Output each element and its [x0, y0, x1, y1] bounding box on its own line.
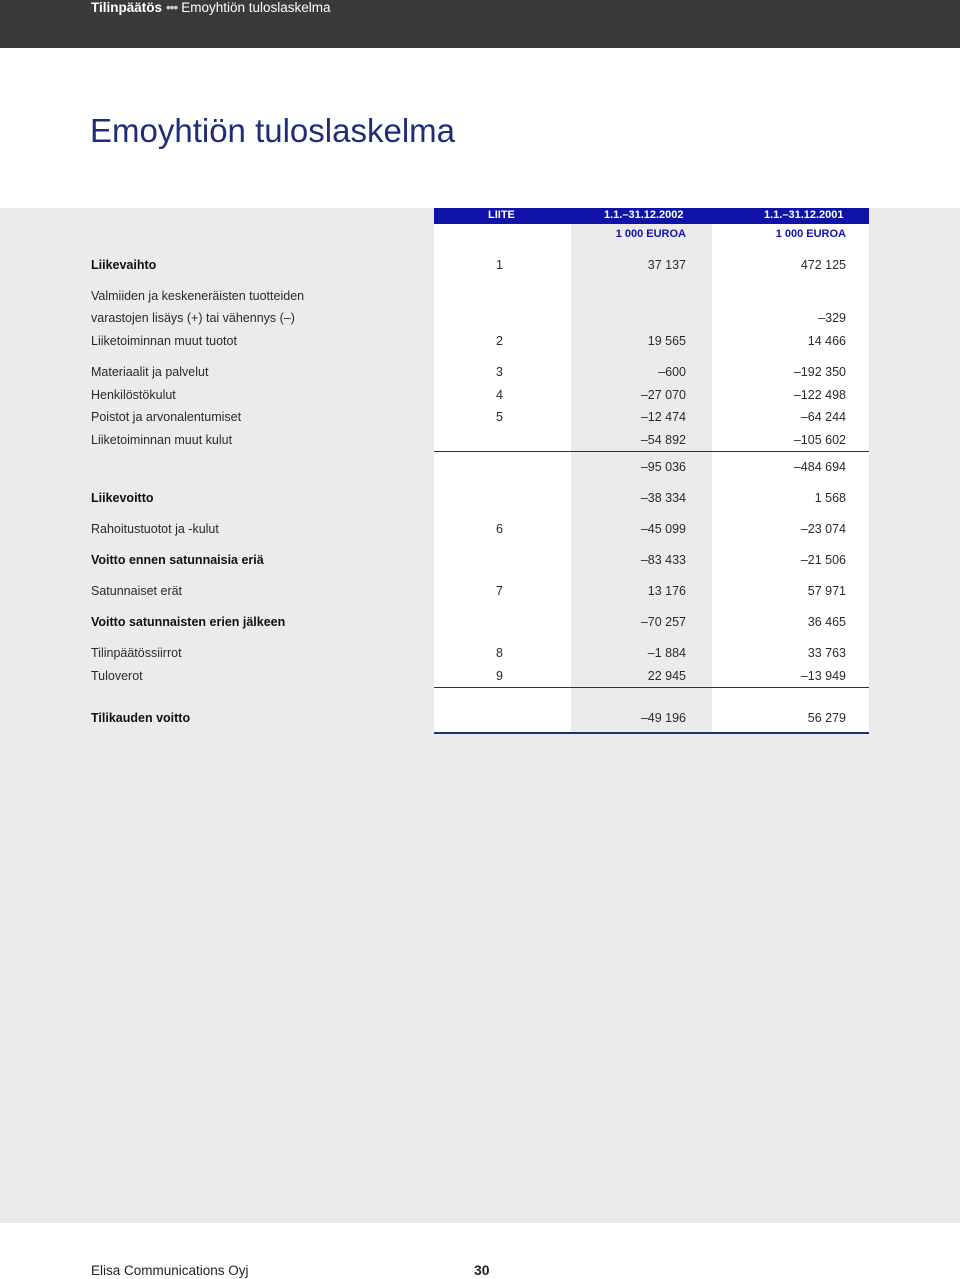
row-value-col1: 13 176 [647, 584, 686, 598]
row-note: 5 [496, 410, 503, 424]
row-value-col1: 37 137 [647, 258, 686, 272]
header-col2: 1.1.–31.12.2001 [764, 209, 844, 221]
row-value-col2: 1 568 [814, 491, 846, 505]
final-rule [434, 732, 869, 734]
table-header [434, 208, 869, 224]
row-label: Materiaalit ja palvelut [91, 365, 209, 379]
row-value-col2: –13 949 [800, 669, 846, 683]
row-label: Rahoitustuotot ja -kulut [91, 522, 219, 536]
row-value-col2: –21 506 [800, 553, 846, 567]
row-value-col2: –122 498 [793, 388, 846, 402]
row-value-col2: 36 465 [807, 615, 846, 629]
row-label: Liikevoitto [91, 491, 154, 505]
header-col1: 1.1.–31.12.2002 [604, 209, 684, 221]
row-value-col2: 57 971 [807, 584, 846, 598]
row-value-col1: 22 945 [647, 669, 686, 683]
row-label: Tilikauden voitto [91, 711, 191, 725]
row-label: Satunnaiset erät [91, 584, 183, 598]
unit-col1: 1 000 EUROA [615, 228, 686, 240]
row-value-col2: –23 074 [800, 522, 846, 536]
row-value-col2: 56 279 [807, 711, 846, 725]
unit-col2: 1 000 EUROA [775, 228, 846, 240]
row-value-col1: –54 892 [640, 433, 686, 447]
row-value-col2: –484 694 [793, 460, 846, 474]
top-bar [0, 0, 960, 48]
row-note: 9 [496, 669, 503, 683]
row-note: 8 [496, 646, 503, 660]
row-value-col1: –83 433 [640, 553, 686, 567]
subtotal-rule [434, 451, 869, 452]
row-value-col2: 472 125 [800, 258, 846, 272]
breadcrumb [91, 0, 331, 15]
row-value-col1: –12 474 [640, 410, 686, 424]
row-value-col2: 33 763 [807, 646, 846, 660]
row-value-col2: 14 466 [807, 334, 846, 348]
breadcrumb-page: Emoyhtiön tuloslaskelma [181, 0, 331, 15]
row-value-col1: –95 036 [640, 460, 686, 474]
col1-background [571, 224, 712, 734]
row-label: Voitto satunnaisten erien jälkeen [91, 615, 286, 629]
row-label: Tilinpäätössiirrot [91, 646, 182, 660]
row-value-col1: 19 565 [647, 334, 686, 348]
row-value-col1: –45 099 [640, 522, 686, 536]
row-value-col2: –329 [818, 311, 846, 325]
breadcrumb-section: Tilinpäätös [91, 0, 163, 15]
row-value-col1: –600 [658, 365, 686, 379]
row-note: 4 [496, 388, 503, 402]
row-note: 7 [496, 584, 503, 598]
row-label: Henkilöstökulut [91, 388, 176, 402]
row-value-col1: –27 070 [640, 388, 686, 402]
row-label: Tuloverot [91, 669, 143, 683]
footer-company: Elisa Communications Oyj [91, 1263, 249, 1278]
total-rule [434, 687, 869, 688]
row-note: 1 [496, 258, 503, 272]
header-note: LIITE [488, 209, 515, 221]
row-note: 2 [496, 334, 503, 348]
row-label: Liiketoiminnan muut tuotot [91, 334, 237, 348]
row-label: Voitto ennen satunnaisia eriä [91, 553, 264, 567]
page-title: Emoyhtiön tuloslaskelma [90, 112, 455, 149]
row-label: Poistot ja arvonalentumiset [91, 410, 242, 424]
breadcrumb-separator: ••• [166, 0, 178, 15]
row-label: Valmiiden ja keskeneräisten tuotteiden [91, 289, 305, 303]
row-label: varastojen lisäys (+) tai vähennys (–) [91, 311, 295, 325]
row-value-col1: –1 884 [647, 646, 686, 660]
row-value-col2: –192 350 [793, 365, 846, 379]
row-note: 6 [496, 522, 503, 536]
row-label: Liikevaihto [91, 258, 157, 272]
row-value-col1: –49 196 [640, 711, 686, 725]
row-note: 3 [496, 365, 503, 379]
row-value-col1: –70 257 [640, 615, 686, 629]
row-label: Liiketoiminnan muut kulut [91, 433, 233, 447]
footer-page-number: 30 [474, 1262, 490, 1278]
row-value-col1: –38 334 [640, 491, 686, 505]
row-value-col2: –64 244 [800, 410, 846, 424]
row-value-col2: –105 602 [793, 433, 846, 447]
